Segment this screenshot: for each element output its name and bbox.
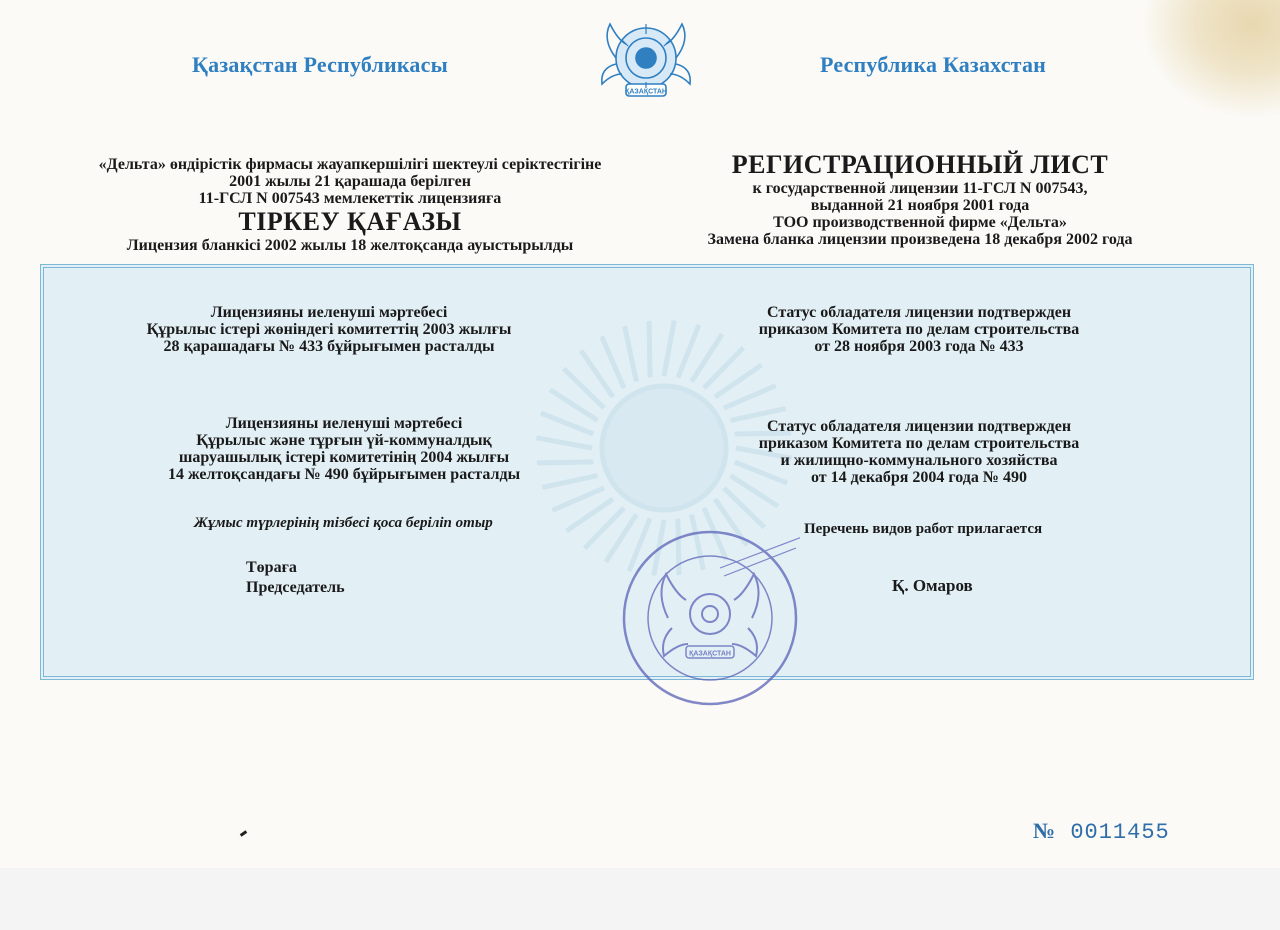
kz-status-line: 14 желтоқсандағы № 490 бұйрығымен расталды — [167, 466, 521, 483]
sun-ray — [625, 326, 637, 381]
official-stamp-icon — [620, 528, 800, 708]
ru-status-line: приказом Комитета по делам строительства — [758, 435, 1080, 452]
ru-status-line: Статус обладателя лицензии подтвержден — [766, 418, 1072, 435]
kz-status-line: шаруашылық істері комитетінің 2004 жылғы — [178, 449, 510, 466]
kz-country-heading: Қазақстан Республикасы — [192, 52, 448, 77]
ru-status-line: и жилищно-коммунального хозяйства — [780, 452, 1058, 469]
chairman-label — [246, 558, 345, 598]
kz-work-list-note: Жұмыс түрлерінің тізбесі қоса беріліп отыр — [194, 515, 493, 531]
ru-status-line: Статус обладателя лицензии подтвержден — [766, 304, 1072, 321]
kz-top-line: Лицензия бланкісі 2002 жылы 18 желтоқсанда ауыстырылды — [126, 237, 574, 254]
kz-status-block-1 — [104, 304, 554, 355]
ru-work-list-note: Перечень видов работ прилагается — [804, 521, 1043, 537]
signer-name: Қ. Омаров — [892, 576, 973, 595]
kz-top-line: 11-ГСЛ N 007543 мемлекеттік лицензияға — [198, 190, 502, 207]
kz-status-line: Лицензияны иеленуші мәртебесі — [225, 415, 463, 432]
ru-top-line: выданной 21 ноября 2001 года — [810, 197, 1030, 214]
kz-status-block-2 — [124, 415, 564, 483]
kz-status-line: 28 қарашадағы № 433 бұйрығымен расталды — [163, 338, 495, 355]
kz-status-line: Құрылыс және тұрғын үй-коммуналдық — [196, 432, 492, 449]
kz-status-line: Лицензияны иеленуші мәртебесі — [210, 304, 448, 321]
ru-top-line: ТОО производственной фирме «Дельта» — [773, 214, 1067, 231]
ru-status-line: от 28 ноября 2003 года № 433 — [814, 338, 1024, 355]
stamp-label: ҚАЗАҚСТАН — [689, 650, 731, 658]
ru-country-heading: Республика Казахстан — [820, 52, 1047, 77]
state-emblem-icon — [596, 18, 696, 102]
ru-top-line: Замена бланка лицензии произведена 18 декабря 2002 года — [707, 231, 1133, 248]
ru-document-title: РЕГИСТРАЦИОННЫЙ ЛИСТ — [731, 150, 1109, 179]
sun-ray — [602, 336, 624, 388]
emblem-label: ҚАЗАҚСТАН — [625, 88, 667, 96]
chairman-label-kz: Төраға — [246, 559, 297, 576]
sun-ray — [724, 386, 776, 408]
scan-margin — [0, 868, 1280, 930]
ru-status-block-1 — [704, 304, 1134, 355]
sun-ray — [678, 325, 699, 378]
kz-status-line: Құрылыс істері жөніндегі комитеттің 2003 жылғы — [146, 321, 512, 338]
sun-ray — [649, 321, 650, 378]
serial-value: 0011455 — [1070, 820, 1170, 845]
kz-top-line: «Дельта» өндірістік фирмасы жауапкершілігі шектеулі серіктестігіне — [98, 156, 602, 173]
chairman-label-ru: Председатель — [246, 579, 345, 596]
ru-status-line: от 14 декабря 2004 года № 490 — [811, 469, 1027, 486]
kz-top-line: 2001 жылы 21 қарашада берілген — [229, 173, 471, 190]
paper-stain — [1140, 0, 1280, 120]
ru-header-block — [660, 150, 1180, 248]
kz-document-title: ТІРКЕУ ҚАҒАЗЫ — [238, 207, 462, 236]
serial-prefix: № — [1033, 818, 1057, 843]
pen-mark — [240, 830, 247, 836]
kz-header-block — [60, 156, 640, 254]
sun-ray — [664, 320, 674, 376]
ru-top-line: к государственной лицензии 11-ГСЛ N 007543, — [752, 180, 1088, 197]
ru-status-block-2 — [704, 418, 1134, 486]
ru-status-line: приказом Комитета по делам строительства — [758, 321, 1080, 338]
sun-ray — [552, 488, 604, 510]
serial-number — [1033, 818, 1170, 845]
